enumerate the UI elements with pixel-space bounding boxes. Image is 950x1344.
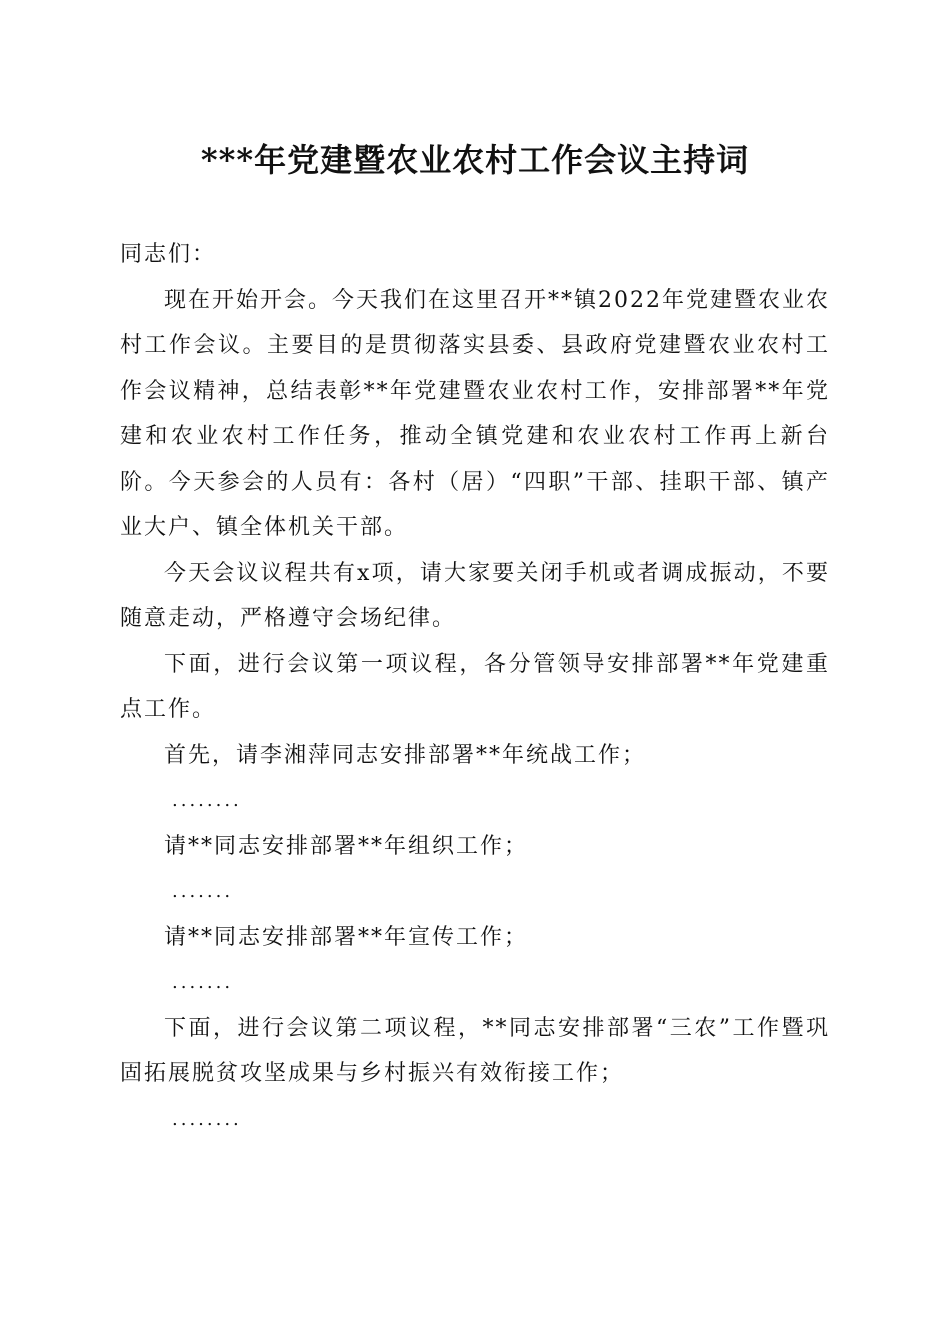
paragraph-organization: 请**同志安排部署**年组织工作；: [164, 833, 529, 859]
paragraph-opening: 现在开始开会。今天我们在这里召开**镇2022年党建暨农业农村工作会议。主要目的是贯彻落实县委、县政府党建暨农业农村工作会议精神，总结表彰**年党建暨农业农村工作，安排部署**年党建和农业农村工作任务，推动全镇党建和农业农村工作再上新台阶。今天参会的人员有：各村（居）“四职”干部、挂职干部、镇产业大户、镇全体机关干部。: [120, 287, 830, 540]
ellipsis-line: .......: [172, 972, 234, 993]
paragraph-agenda-item-1: 下面，进行会议第一项议程，各分管领导安排部署**年党建重点工作。: [120, 651, 830, 722]
paragraph-agenda-notice: 今天会议议程共有x项，请大家要关闭手机或者调成振动，不要随意走动，严格遵守会场纪律。: [120, 560, 830, 631]
salutation: 同志们：: [120, 242, 217, 267]
paragraph-agenda-item-2: 下面，进行会议第二项议程，**同志安排部署“三农”工作暨巩固拓展脱贫攻坚成果与乡村振兴有效衔接工作；: [120, 1015, 830, 1086]
document-body: [120, 232, 830, 1142]
ellipsis-line: ........: [172, 790, 242, 811]
document-title: ***年党建暨农业农村工作会议主持词: [200, 141, 750, 179]
paragraph-united-front: 首先，请李湘萍同志安排部署**年统战工作；: [164, 742, 647, 768]
ellipsis-line: .......: [172, 881, 234, 902]
ellipsis-line: ........: [172, 1108, 242, 1130]
paragraph-publicity: 请**同志安排部署**年宣传工作；: [164, 924, 529, 950]
